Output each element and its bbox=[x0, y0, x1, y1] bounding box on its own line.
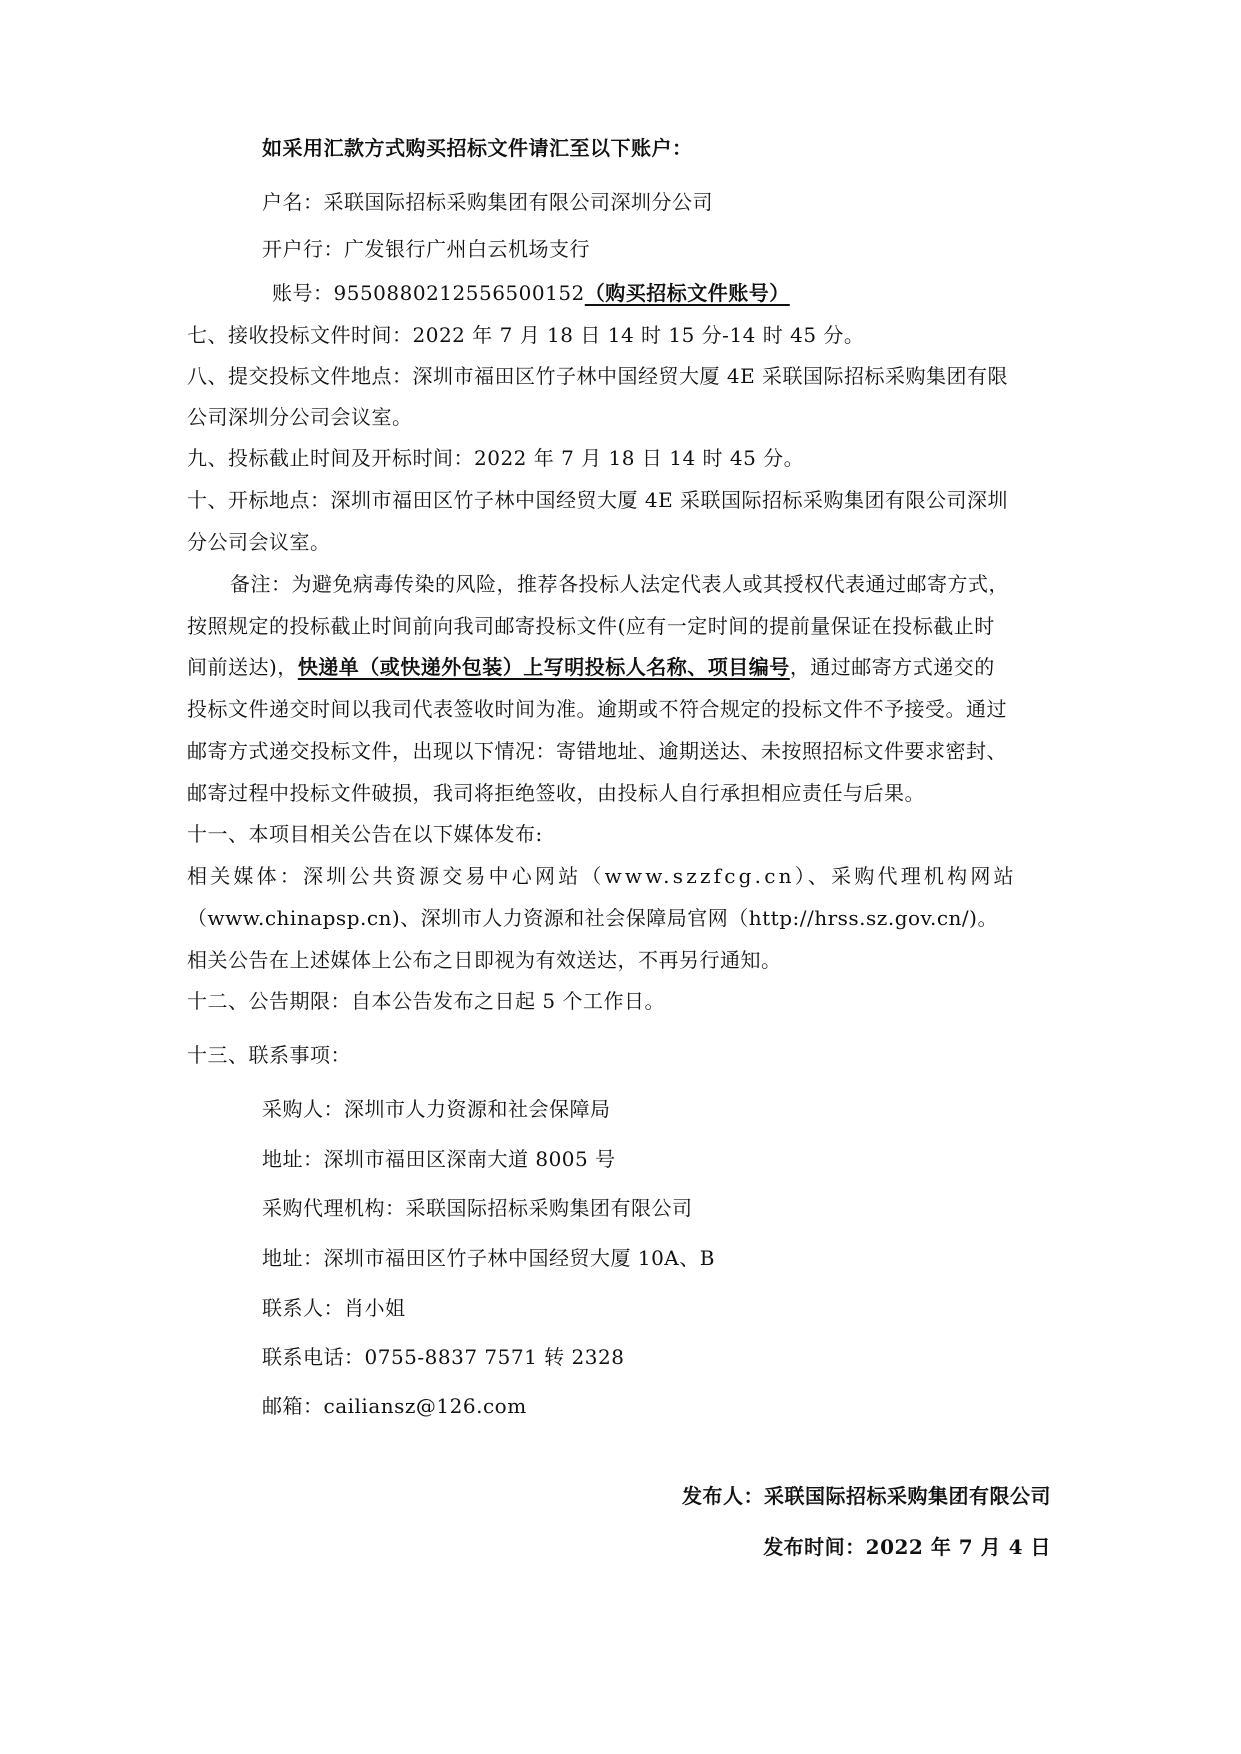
note-line-1: 备注：为避免病毒传染的风险，推荐各投标人法定代表人或其授权代表通过邮寄方式， bbox=[230, 572, 1009, 596]
note-line-3-start: 间前送达)， bbox=[187, 655, 298, 679]
section-8-line-2: 公司深圳分公司会议室。 bbox=[187, 405, 413, 429]
note-line-3-end: ，通过邮寄方式递交的 bbox=[789, 655, 995, 679]
account-number bbox=[272, 281, 790, 305]
note-line-4: 投标文件递交时间以我司代表签收时间为准。逾期或不符合规定的投标文件不予接受。通过 bbox=[187, 697, 1007, 721]
section-12: 十二、公告期限：自本公告发布之日起 5 个工作日。 bbox=[187, 989, 665, 1013]
account-number-note: （购买招标文件账号） bbox=[584, 281, 790, 305]
section-7: 七、接收投标文件时间：2022 年 7 月 18 日 14 时 15 分-14 时 45 分。 bbox=[187, 323, 865, 347]
note-line-3-emphasis: 快递单（或快递外包装）上写明投标人名称、项目编号 bbox=[297, 655, 790, 679]
section-11-media-line-2: （www.chinapsp.cn)、深圳市人力资源和社会保障局官网（http://hrss.sz.gov.cn/)。 bbox=[187, 906, 998, 930]
note-line-2: 按照规定的投标截止时间前向我司邮寄投标文件(应有一定时间的提前量保证在投标截止时 bbox=[187, 614, 995, 638]
remit-heading: 如采用汇款方式购买招标文件请汇至以下账户： bbox=[262, 136, 693, 160]
section-13: 十三、联系事项： bbox=[187, 1043, 351, 1067]
contact-agency-address: 地址：深圳市福田区竹子林中国经贸大厦 10A、B bbox=[262, 1246, 715, 1270]
note-line-5: 邮寄方式递交投标文件，出现以下情况：寄错地址、逾期送达、未按照招标文件要求密封、 bbox=[187, 739, 1007, 763]
section-11-media-line-3: 相关公告在上述媒体上公布之日即视为有效送达，不再另行通知。 bbox=[187, 948, 782, 972]
contact-purchaser-address: 地址：深圳市福田区深南大道 8005 号 bbox=[262, 1147, 616, 1171]
section-10-line-1: 十、开标地点：深圳市福田区竹子林中国经贸大厦 4E 采联国际招标采购集团有限公司深圳 bbox=[187, 488, 1009, 512]
section-11: 十一、本项目相关公告在以下媒体发布: bbox=[187, 822, 543, 846]
section-11-media-line-1: 相关媒体：深圳公共资源交易中心网站（www.szzfcg.cn）、采购代理机构网站 bbox=[187, 864, 1017, 888]
contact-person: 联系人：肖小姐 bbox=[262, 1296, 406, 1320]
note-line-3 bbox=[187, 655, 995, 679]
contact-email: 邮箱：cailiansz@126.com bbox=[262, 1394, 527, 1418]
note-line-6: 邮寄过程中投标文件破损，我司将拒绝签收，由投标人自行承担相应责任与后果。 bbox=[187, 781, 925, 805]
section-8-line-1: 八、提交投标文件地点：深圳市福田区竹子林中国经贸大厦 4E 采联国际招标采购集团有限 bbox=[187, 364, 1009, 388]
publish-date: 发布时间：2022 年 7 月 4 日 bbox=[763, 1535, 1051, 1559]
section-9: 九、投标截止时间及开标时间：2022 年 7 月 18 日 14 时 45 分。 bbox=[187, 446, 805, 470]
account-number-value: 账号：9550880212556500152 bbox=[272, 281, 585, 305]
bank-name: 开户行：广发银行广州白云机场支行 bbox=[262, 237, 590, 261]
publisher: 发布人：采联国际招标采购集团有限公司 bbox=[682, 1484, 1051, 1508]
contact-purchaser: 采购人：深圳市人力资源和社会保障局 bbox=[262, 1097, 611, 1121]
contact-agency: 采购代理机构：采联国际招标采购集团有限公司 bbox=[262, 1196, 693, 1220]
section-10-line-2: 分公司会议室。 bbox=[187, 530, 331, 554]
account-name: 户名：采联国际招标采购集团有限公司深圳分公司 bbox=[262, 190, 713, 214]
contact-phone: 联系电话：0755-8837 7571 转 2328 bbox=[262, 1345, 625, 1369]
